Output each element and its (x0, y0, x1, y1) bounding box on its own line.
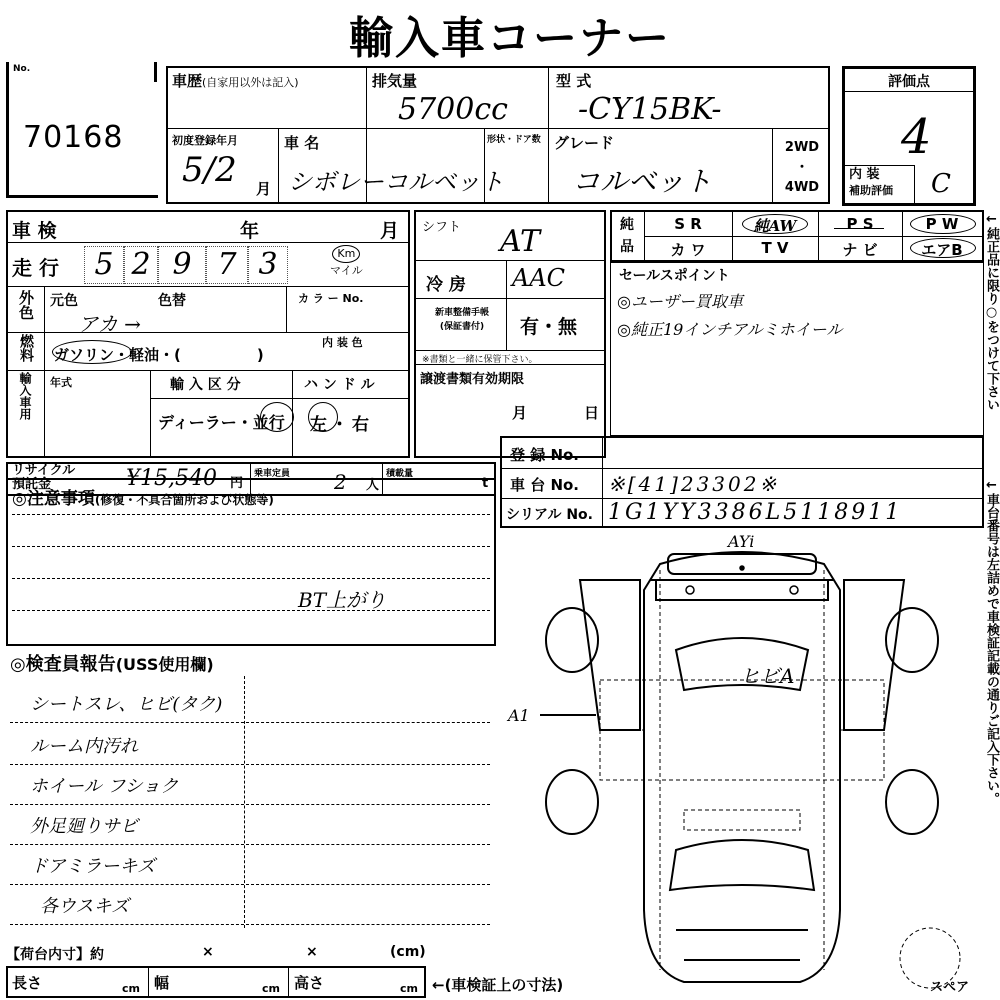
manual-value: 有・無 (520, 316, 578, 338)
mileage-digit: 5 (84, 246, 124, 284)
first-reg-label: 初度登録年月 (172, 134, 238, 147)
interior-color-label: 内 装 色 (322, 336, 363, 349)
inspector-item: シートスレ、ヒビ(タク) (30, 694, 223, 715)
capacity-label: 乗車定員 (254, 469, 291, 479)
chassis-label: 車 台 No. (510, 476, 580, 494)
mileage-units: Km マイル (330, 247, 363, 277)
displacement-value: 5700cc (398, 92, 508, 127)
load-label: 積載量 (386, 469, 414, 479)
recycle-yen: 円 (230, 476, 244, 491)
color-value: アカ → (78, 312, 141, 336)
grade-label: グレード (554, 134, 615, 152)
diagram-mark-window: ヒビA (740, 664, 795, 688)
equip-navi: ナ ビ (842, 241, 878, 259)
color-side-label: 外色 (17, 290, 35, 320)
car-diagram (500, 530, 984, 1000)
history-label: 車歴(自家用以外は記入) (172, 72, 299, 90)
manual-label: 新車整備手帳 (保証書付) (434, 308, 489, 332)
handle-label: ハ ン ド ル (304, 377, 375, 393)
drive-options: 2WD ・ 4WD (784, 140, 820, 195)
first-reg-unit: 月 (256, 180, 272, 198)
score-value: 4 (901, 109, 932, 165)
length-unit: cm (122, 982, 140, 995)
score-box (842, 66, 976, 206)
transfer-day: 日 (584, 404, 600, 422)
mileage-digit: 2 (124, 246, 158, 284)
serial-label: シリアル No. (506, 507, 593, 523)
handle-side: 左・右 (310, 415, 373, 435)
aircon-label: 冷 房 (426, 275, 466, 295)
shift-label: シフト (422, 220, 462, 235)
registration-block (500, 436, 984, 528)
spare-label: スペア (930, 980, 970, 995)
sales-point-label: セールスポイント (619, 268, 730, 284)
caution-block (6, 478, 496, 646)
side-note-chassis: ←車台番号は左詰めで車検証記載の通りご記入下さい。 (984, 478, 999, 805)
shape-label: 形状・ドア数 (487, 135, 541, 145)
sales-point-block (610, 262, 984, 436)
model-code-label: 型 式 (556, 72, 592, 90)
sales-point-2: ◎純正19インチアルミホイール (617, 320, 843, 339)
equip-aw: 純AW (753, 217, 797, 235)
fuel-options: ガソリン・軽油・( ) (54, 346, 264, 364)
inspector-item: ルーム内汚れ (30, 736, 138, 757)
inspector-item: ドアミラーキズ (30, 856, 156, 877)
cargo-row: 【荷台内寸】約 × × (cm) (6, 944, 426, 963)
dimension-row (6, 966, 426, 998)
interior-score: C (931, 169, 951, 199)
lot-number-label: No. (13, 64, 31, 74)
equip-airbag: エアB (921, 241, 963, 259)
import-side-label: 輸入車用 (18, 372, 32, 420)
mileage-digit: 3 (248, 246, 288, 284)
diagram-mark-side: A1 (508, 706, 530, 725)
equip-leather: カ ワ (670, 241, 706, 259)
lot-number-box (6, 62, 158, 198)
top-info-block (166, 66, 830, 204)
model-year-label: 年式 (50, 376, 72, 389)
equip-ps: P S (846, 215, 874, 233)
width-unit: cm (262, 982, 280, 995)
recycle-value: ¥15,540 (126, 466, 217, 491)
import-kubun-label: 輸 入 区 分 (170, 377, 241, 393)
manual-note: ※書類と一緒に保管下さい。 (422, 355, 538, 365)
inspector-item: 外足廻りサビ (30, 816, 138, 837)
mileage-digit: 9 (158, 246, 206, 284)
equip-pw: P W (925, 215, 959, 233)
equipment-block (610, 210, 984, 262)
first-reg-value: 5/2 (182, 150, 237, 190)
height-label: 高さ (294, 974, 325, 992)
car-name-label: 車 名 (284, 134, 320, 152)
inspector-label: ◎検査員報告(USS使用欄) (10, 654, 214, 675)
shift-value: AT (500, 224, 541, 259)
serial-value: 1G1YY3386L5118911 (608, 500, 903, 525)
color-change-label: 色替 (158, 293, 186, 309)
inspector-item: 各ウスキズ (40, 896, 130, 917)
height-unit: cm (400, 982, 418, 995)
fuel-side-label: 燃料 (18, 334, 34, 362)
capacity-unit: 人 (366, 478, 380, 493)
inspector-report (6, 676, 496, 936)
transfer-label: 譲渡書類有効期限 (420, 372, 525, 387)
mileage-digit: 7 (206, 246, 248, 284)
grade-value: コルベット (572, 165, 713, 198)
diagram-mark-rear: AYi (728, 532, 755, 551)
side-note-genuine: ←純正品に限り○をつけて下さい (984, 212, 999, 411)
inspector-item: ホイール フショク (30, 776, 179, 797)
caution-note: BT上がり (298, 588, 387, 612)
aircon-value: AAC (512, 264, 566, 292)
length-label: 長さ (12, 974, 43, 992)
width-label: 幅 (154, 974, 170, 992)
capacity-value: 2 (334, 470, 347, 494)
color-no-label: カ ラ ー No. (298, 292, 364, 305)
displacement-label: 排気量 (372, 72, 418, 90)
car-name-value: シボレーコルベット (288, 168, 504, 196)
shaken-month-unit: 月 (380, 220, 400, 242)
transfer-month: 月 (512, 404, 528, 422)
mileage-label: 走 行 (12, 256, 59, 280)
equip-tv: T V (761, 239, 789, 257)
shaken-label: 車 検 (12, 220, 57, 242)
vehicle-details-block (6, 210, 410, 458)
model-code-value: -CY15BK- (578, 92, 722, 127)
shaken-year-unit: 年 (240, 220, 260, 242)
load-unit: t (482, 476, 489, 491)
recycle-label: リサイクル 預託金 (12, 463, 76, 492)
mileage-digits (84, 246, 314, 284)
equip-side-label: 純 品 (620, 217, 634, 255)
lot-number: 70168 (23, 120, 124, 155)
score-label: 評価点 (888, 74, 930, 90)
caution-label: ◎注意事項(修復・不具合箇所および状態等) (12, 489, 274, 509)
equip-sr: S R (674, 215, 702, 233)
shift-block (414, 210, 606, 458)
page-title: 輸入車コーナー (349, 13, 671, 64)
dimension-note: ←(車検証上の寸法) (432, 976, 564, 994)
import-dealer: ディーラー・並行 (158, 413, 285, 432)
interior-label: 内 装 補助評価 (849, 167, 893, 197)
chassis-value: ※[41]23302※ (608, 472, 780, 496)
sales-point-1: ◎ユーザー買取車 (617, 292, 743, 311)
orig-color-label: 元色 (50, 293, 78, 309)
reg-no-label: 登 録 No. (510, 446, 580, 464)
